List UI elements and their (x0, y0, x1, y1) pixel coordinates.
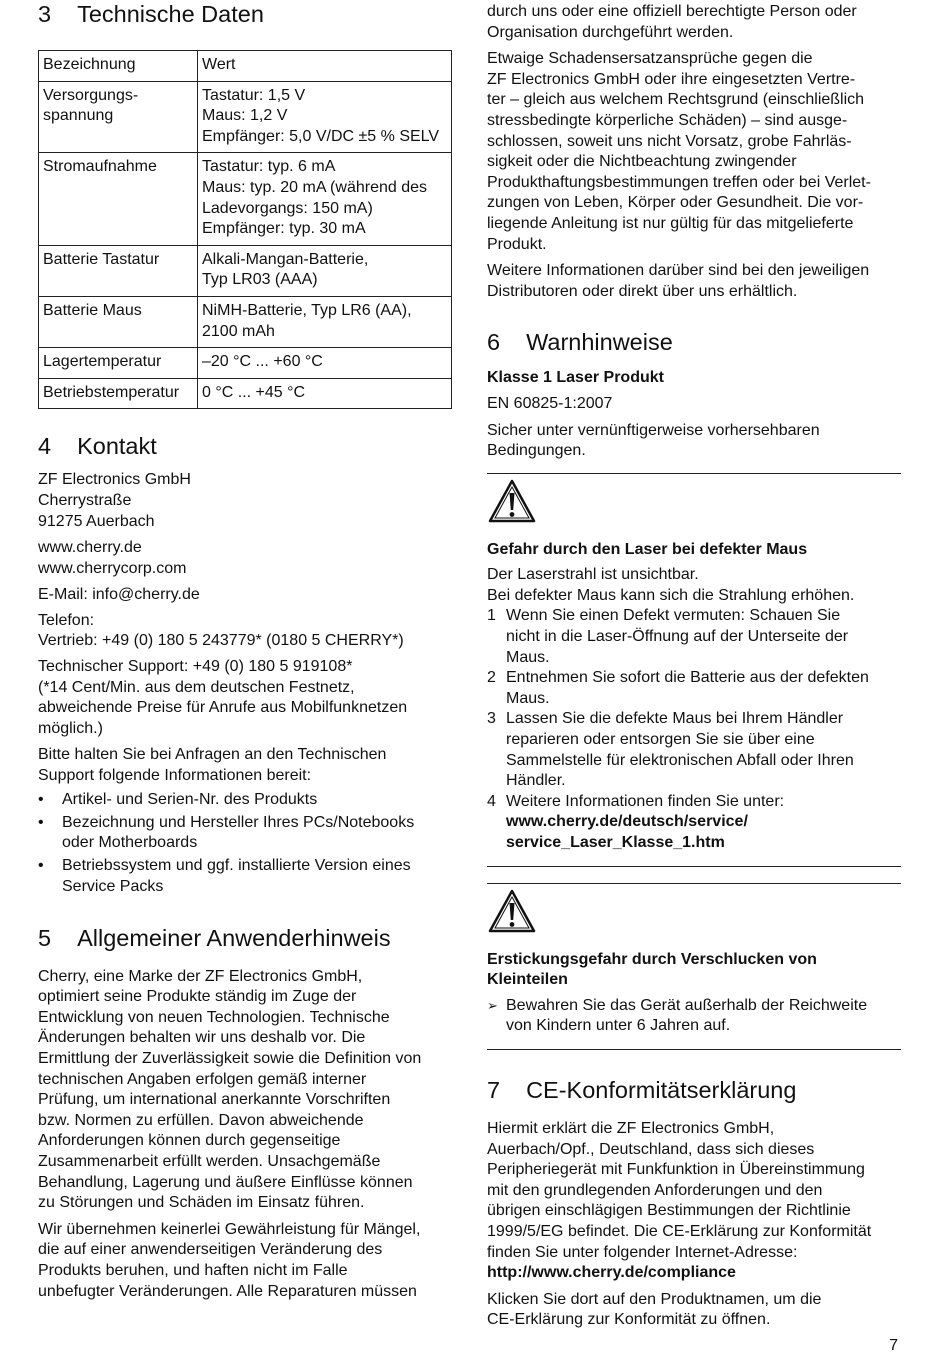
warranty-paragraph (38, 1220, 452, 1302)
text-line: Peripheriegerät mit Funkfunktion in Übereinstimmung (487, 1161, 865, 1179)
list-item-line: reparieren oder entsorgen Sie sie über eine (506, 731, 815, 749)
address-line: ZF Electronics GmbH (38, 471, 191, 489)
list-item-line: Händler. (506, 772, 566, 790)
cell-line: 2100 mAh (202, 322, 275, 340)
bullet-icon: • (38, 857, 44, 875)
support-line: Technischer Support: +49 (0) 180 5 919108* (38, 658, 353, 676)
text-line: Kleinteilen (487, 971, 568, 989)
support-line: möglich.) (38, 719, 103, 737)
text-line: zungen von Leben, Körper oder Gesundheit. Die vor- (487, 194, 864, 212)
laser-info-link[interactable]: service_Laser_Klasse_1.htm (506, 834, 725, 851)
table-row (39, 348, 452, 379)
list-item (487, 709, 901, 791)
section-title: Warnhinweise (526, 329, 673, 356)
support-block (38, 657, 452, 739)
list-item (487, 792, 901, 854)
text-line: übrigen einschlägigen Bestimmungen der Richtlinie (487, 1202, 851, 1220)
request-text (38, 745, 452, 786)
text-line: bzw. Normen zu erfüllen. Davon abweichende (38, 1111, 364, 1129)
step-number: 1 (487, 607, 496, 625)
text-line: ter – gleich aus welchem Rechtsgrund (einschließlich (487, 91, 865, 109)
laser-warning-intro (487, 565, 901, 606)
list-item (487, 996, 901, 1037)
section-4-heading (38, 432, 452, 460)
list-item-line: Weitere Informationen finden Sie unter: (506, 792, 785, 810)
text-line: Organisation durchgeführt werden. (487, 23, 734, 41)
section-title: Allgemeiner Anwenderhinweis (77, 924, 391, 951)
list-item-line: von Kindern unter 6 Jahren auf. (506, 1017, 731, 1035)
divider (487, 473, 901, 474)
table-cell-key (39, 348, 198, 379)
address-line: Cherrystraße (38, 491, 132, 509)
list-item (38, 790, 452, 811)
section-number: 6 (487, 329, 501, 356)
text-line: zu Störungen und Schäden im Einsatz führen. (38, 1194, 365, 1212)
text-line: Bitte halten Sie bei Anfragen an den Technischen (38, 746, 387, 764)
text-line: Auerbach/Opf., Deutschland, dass sich dieses (487, 1140, 815, 1158)
section-6-heading (487, 328, 901, 356)
ce-instructions-paragraph (487, 1290, 901, 1331)
support-line: abweichende Preise für Anrufe aus Mobilfunknetzen (38, 699, 408, 717)
text-line: Produkts beruhen, und haften nicht im Falle (38, 1261, 348, 1279)
warning-triangle-icon (487, 478, 537, 524)
text-line: Anforderungen können durch gegenseitige (38, 1132, 341, 1150)
website-link[interactable]: www.cherry.de (38, 539, 142, 557)
address-line: 91275 Auerbach (38, 512, 155, 530)
list-item-line: Artikel- und Serien-Nr. des Produkts (62, 790, 318, 808)
choking-warning-title (487, 950, 901, 991)
list-item-line: Lassen Sie die defekte Maus bei Ihrem Händler (506, 710, 844, 728)
text-line: Bedingungen. (487, 442, 586, 460)
text-line: ZF Electronics GmbH oder ihre eingesetzten Vertre- (487, 70, 856, 88)
section-number: 4 (38, 433, 52, 460)
cell-line: Empfänger: 5,0 V/DC ±5 % SELV (202, 127, 440, 145)
safe-conditions-text (487, 421, 901, 462)
text-line: Bei defekter Maus kann sich die Strahlung erhöhen. (487, 586, 855, 604)
text-line: Erstickungsgefahr durch Verschlucken von (487, 950, 817, 968)
laser-warning-title: Gefahr durch den Laser bei defekter Maus (487, 540, 808, 558)
cell-line: Lagertemperatur (43, 353, 162, 371)
cell-line: Batterie Tastatur (43, 250, 160, 268)
table-header-row (39, 51, 452, 82)
text-line: Hiermit erklärt die ZF Electronics GmbH, (487, 1119, 775, 1137)
section-title: Technische Daten (77, 1, 264, 27)
table-row (39, 378, 452, 409)
cell-line: Tastatur: typ. 6 mA (202, 158, 336, 176)
table-cell-value (198, 81, 452, 153)
list-item-line: Bezeichnung und Hersteller Ihres PCs/Notebooks (62, 813, 415, 831)
text-line: CE-Erklärung zur Konformität zu öffnen. (487, 1311, 771, 1329)
text-line: 1999/5/EG befindet. Die CE-Erklärung zur Konformität (487, 1222, 872, 1240)
table-header-cell: Wert (198, 51, 452, 82)
cell-line: Typ LR03 (AAA) (202, 271, 318, 289)
phone-block (38, 611, 452, 652)
table-row (39, 245, 452, 296)
cell-line: 0 °C ... +45 °C (202, 383, 306, 401)
table-row (39, 296, 452, 347)
section-7-heading (487, 1076, 901, 1104)
cell-line: Stromaufnahme (43, 158, 157, 176)
support-line: (*14 Cent/Min. aus dem deutschen Festnetz, (38, 678, 355, 696)
text-line: Änderungen behalten wir uns deshalb vor. Die (38, 1029, 366, 1047)
text-line: Support folgende Informationen bereit: (38, 767, 312, 785)
table-cell-key (39, 245, 198, 296)
laser-class-label: Klasse 1 Laser Produkt (487, 369, 664, 387)
warning-triangle-icon (487, 888, 537, 934)
table-cell-value (198, 296, 452, 347)
cell-line: NiMH-Batterie, Typ LR6 (AA), (202, 301, 412, 319)
page-number: 7 (889, 1337, 898, 1354)
section-title: CE-Konformitätserklärung (526, 1076, 797, 1103)
text-line: technischen Angaben erfolgen gemäß interner (38, 1070, 367, 1088)
arrow-right-icon: ➢ (487, 997, 498, 1013)
laser-info-link[interactable]: www.cherry.de/deutsch/service/ (506, 813, 748, 831)
list-item-line: Maus. (506, 648, 550, 666)
text-line: Zusammenarbeit erfüllt werden. Unsachgemäße (38, 1152, 381, 1170)
list-item (487, 606, 901, 668)
compliance-url-link[interactable]: http://www.cherry.de/compliance (487, 1264, 736, 1282)
list-item-line: Entnehmen Sie sofort die Batterie aus der defekten (506, 669, 869, 687)
text-line: stressbedingte körperliche Schäden) – sind ausge- (487, 111, 848, 129)
cell-line: spannung (43, 107, 114, 125)
cell-line: Versorgungs- (43, 86, 139, 104)
text-line: Cherry, eine Marke der ZF Electronics GmbH, (38, 967, 363, 985)
table-cell-value (198, 378, 452, 409)
cell-line: Ladevorgangs: 150 mA) (202, 199, 373, 217)
bullet-icon: • (38, 790, 44, 808)
table-cell-key (39, 296, 198, 347)
website-link[interactable]: www.cherrycorp.com (38, 559, 187, 577)
section-title: Kontakt (77, 433, 157, 460)
liability-paragraph (487, 49, 901, 255)
list-item (38, 813, 452, 854)
cell-line: Empfänger: typ. 30 mA (202, 220, 366, 238)
laser-standard: EN 60825-1:2007 (487, 394, 613, 412)
cell-line: Maus: typ. 20 mA (während des (202, 178, 427, 196)
cell-line: Tastatur: 1,5 V (202, 86, 306, 104)
text-line: Weitere Informationen darüber sind bei den jeweiligen (487, 262, 870, 280)
text-line: liegende Anleitung ist nur gültig für das mitgelieferte (487, 214, 854, 232)
cell-line: Alkali-Mangan-Batterie, (202, 250, 369, 268)
table-cell-key (39, 81, 198, 153)
table-header-cell: Bezeichnung (39, 51, 198, 82)
step-number: 4 (487, 792, 496, 810)
text-line: finden Sie unter folgender Internet-Adresse: (487, 1243, 798, 1261)
text-line: schlossen, soweit uns nicht Vorsatz, grobe Fahrläs- (487, 132, 852, 150)
cell-line: Batterie Maus (43, 301, 142, 319)
list-item-line: Betriebssystem und ggf. installierte Version eines (62, 857, 411, 875)
text-line: Wir übernehmen keinerlei Gewährleistung für Mängel, (38, 1220, 421, 1238)
table-cell-value (198, 153, 452, 245)
choking-warning-list (487, 996, 901, 1037)
list-item (487, 668, 901, 709)
bullet-icon: • (38, 813, 44, 831)
left-column (38, 0, 452, 1302)
text-line: Distributoren oder direkt über uns erhältlich. (487, 282, 798, 300)
text-line: Klicken Sie dort auf den Produktnamen, um die (487, 1290, 822, 1308)
section-number: 5 (38, 924, 52, 951)
text-line: Etwaige Schadensersatzansprüche gegen die (487, 50, 813, 68)
section-number: 7 (487, 1076, 501, 1103)
list-item-line: Sammelstelle für elektronischen Abfall oder Ihren (506, 751, 854, 769)
laser-warning-steps (487, 606, 901, 853)
section-number: 3 (38, 1, 52, 27)
more-info-paragraph (487, 261, 901, 302)
step-number: 2 (487, 669, 496, 687)
section-5-heading (38, 924, 452, 952)
list-item-line: oder Motherboards (62, 834, 198, 852)
divider (487, 1049, 901, 1050)
step-number: 3 (487, 710, 496, 728)
text-line: sigkeit oder die Nichtbeachtung zwingender (487, 153, 797, 171)
table-cell-value (198, 348, 452, 379)
cell-line: Betriebstemperatur (43, 383, 180, 401)
cell-line: –20 °C ... +60 °C (202, 353, 323, 371)
text-line: Behandlung, Lagerung und äußere Einflüsse können (38, 1173, 413, 1191)
address-block (38, 470, 452, 532)
right-column (487, 2, 901, 1331)
text-line: mit den grundlegenden Anforderungen und den (487, 1181, 823, 1199)
ce-declaration-paragraph (487, 1119, 901, 1284)
table-row (39, 153, 452, 245)
phone-line: Vertrieb: +49 (0) 180 5 243779* (0180 5 CHERRY*) (38, 632, 404, 650)
continuation-paragraph (487, 2, 901, 43)
phone-line: Telefon: (38, 611, 95, 629)
text-line: Prüfung, um international anerkannte Vorschriften (38, 1091, 391, 1109)
text-line: optimiert seine Produkte ständig im Zuge der (38, 988, 357, 1006)
text-line: Sicher unter vernünftigerweise vorhersehbaren (487, 421, 820, 439)
list-item-line: Service Packs (62, 878, 164, 895)
table-row (39, 81, 452, 153)
info-bullet-list (38, 790, 452, 898)
list-item-line: Wenn Sie einen Defekt vermuten: Schauen Sie (506, 607, 841, 625)
table-cell-key (39, 153, 198, 245)
section-3-heading (38, 0, 452, 28)
email-line[interactable]: E-Mail: info@cherry.de (38, 586, 200, 604)
divider (487, 883, 901, 884)
text-line: durch uns oder eine offiziell berechtigte Person oder (487, 3, 857, 20)
divider (487, 866, 901, 867)
cell-line: Maus: 1,2 V (202, 107, 288, 125)
text-line: Produkt. (487, 235, 547, 253)
text-line: Produkthaftungsbestimmungen treffen oder bei Verlet- (487, 173, 871, 191)
text-line: die auf einer anwenderseitigen Veränderung des (38, 1241, 383, 1259)
table-cell-value (198, 245, 452, 296)
technical-data-table (38, 50, 452, 409)
text-line: unbefugter Veränderungen. Alle Reparaturen müssen (38, 1282, 417, 1300)
text-line: Der Laserstrahl ist unsichtbar. (487, 566, 699, 584)
text-line: Ermittlung der Zuverlässigkeit sowie die Definition von (38, 1049, 422, 1067)
web-links (38, 538, 452, 579)
table-cell-key (39, 378, 198, 409)
list-item-line: nicht in die Laser-Öffnung auf der Unterseite der (506, 628, 849, 646)
user-notice-paragraph (38, 967, 452, 1214)
list-item (38, 856, 452, 897)
list-item-line: Bewahren Sie das Gerät außerhalb der Reichweite (506, 996, 868, 1014)
list-item-line: Maus. (506, 689, 550, 707)
text-line: Entwicklung von neuen Technologien. Technische (38, 1008, 390, 1026)
